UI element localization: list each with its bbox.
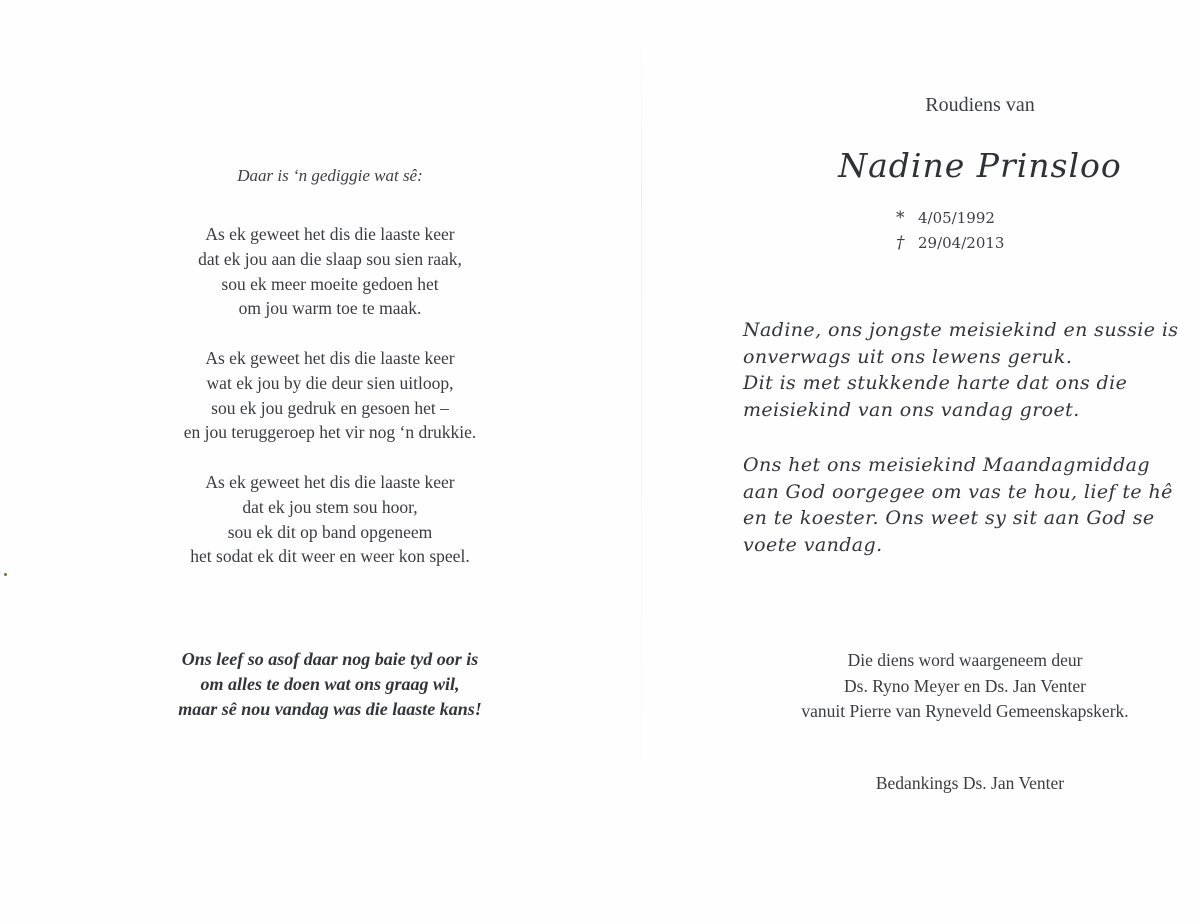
closing-line: om alles te doen wat ons graag wil, bbox=[200, 673, 460, 694]
birth-row bbox=[896, 206, 1056, 231]
poem-line: dat ek jou aan die slaap sou sien raak, bbox=[198, 248, 462, 269]
officiants bbox=[700, 648, 1200, 725]
closing-line: Ons leef so asof daar nog baie tyd oor is bbox=[181, 649, 479, 669]
poem-stanza-3 bbox=[60, 470, 600, 569]
poem-line: sou ek meer moeite gedoen het bbox=[221, 273, 439, 294]
poem-stanza-2 bbox=[60, 346, 600, 445]
poem-line: om jou warm toe te maak. bbox=[238, 298, 422, 319]
death-date: 29/04/2013 bbox=[918, 234, 1005, 252]
tribute-line: voete vandag. bbox=[743, 533, 883, 556]
birth-date: 4/05/1992 bbox=[918, 209, 995, 227]
birth-star-icon: * bbox=[896, 208, 905, 228]
tribute-line: onverwags uit ons lewens geruk. bbox=[743, 345, 1073, 368]
officiant-line: Ds. Ryno Meyer en Ds. Jan Venter bbox=[844, 675, 1086, 696]
poem-line: dat ek jou stem sou hoor, bbox=[242, 496, 418, 517]
scan-speck bbox=[4, 573, 7, 576]
poem-line: het sodat ek dit weer en weer kon speel. bbox=[190, 546, 470, 567]
death-row bbox=[896, 231, 1056, 256]
poem-line: sou ek dit op band opgeneem bbox=[227, 521, 433, 542]
poem-line: As ek geweet het dis die laaste keer bbox=[205, 224, 455, 244]
poem-line: wat ek jou by die deur sien uitloop, bbox=[206, 372, 454, 393]
tribute-line: en te koester. Ons weet sy sit aan God se bbox=[743, 507, 1155, 529]
tribute-line: Ons het ons meisiekind Maandagmiddag bbox=[743, 454, 1150, 476]
death-cross-icon: † bbox=[896, 233, 905, 253]
tribute-paragraph-2 bbox=[743, 452, 1193, 558]
poem-line: en jou teruggeroep het vir nog ‘n drukkie. bbox=[183, 422, 477, 443]
fold-line bbox=[641, 0, 642, 924]
tribute-line: meisiekind van ons vandag groet. bbox=[743, 398, 1080, 421]
officiant-line: Die diens word waargeneem deur bbox=[847, 650, 1083, 670]
officiant-line: vanuit Pierre van Ryneveld Gemeenskapskerk. bbox=[801, 701, 1129, 721]
service-label: Roudiens van bbox=[925, 94, 1035, 116]
poem-intro: Daar is ‘n gediggie wat sê: bbox=[237, 166, 423, 185]
poem-stanza-1 bbox=[60, 222, 600, 321]
tribute-line: Dit is met stukkende harte dat ons die bbox=[743, 372, 1128, 394]
tribute-line: Nadine, ons jongste meisiekind en sussie is bbox=[743, 319, 1179, 341]
life-dates bbox=[896, 206, 1056, 256]
poem-line: As ek geweet het dis die laaste keer bbox=[205, 348, 455, 368]
thanks-line: Bedankings Ds. Jan Venter bbox=[875, 773, 1065, 793]
tribute-paragraph-1 bbox=[743, 317, 1193, 423]
poem-line: sou ek jou gedruk en gesoen het – bbox=[211, 397, 449, 418]
poem-line: As ek geweet het dis die laaste keer bbox=[205, 472, 455, 492]
tribute-line: aan God oorgegee om vas te hou, lief te hê bbox=[743, 480, 1173, 503]
closing-verse bbox=[60, 647, 600, 721]
closing-line: maar sê nou vandag was die laaste kans! bbox=[178, 698, 482, 719]
deceased-name: Nadine Prinsloo bbox=[838, 146, 1122, 185]
